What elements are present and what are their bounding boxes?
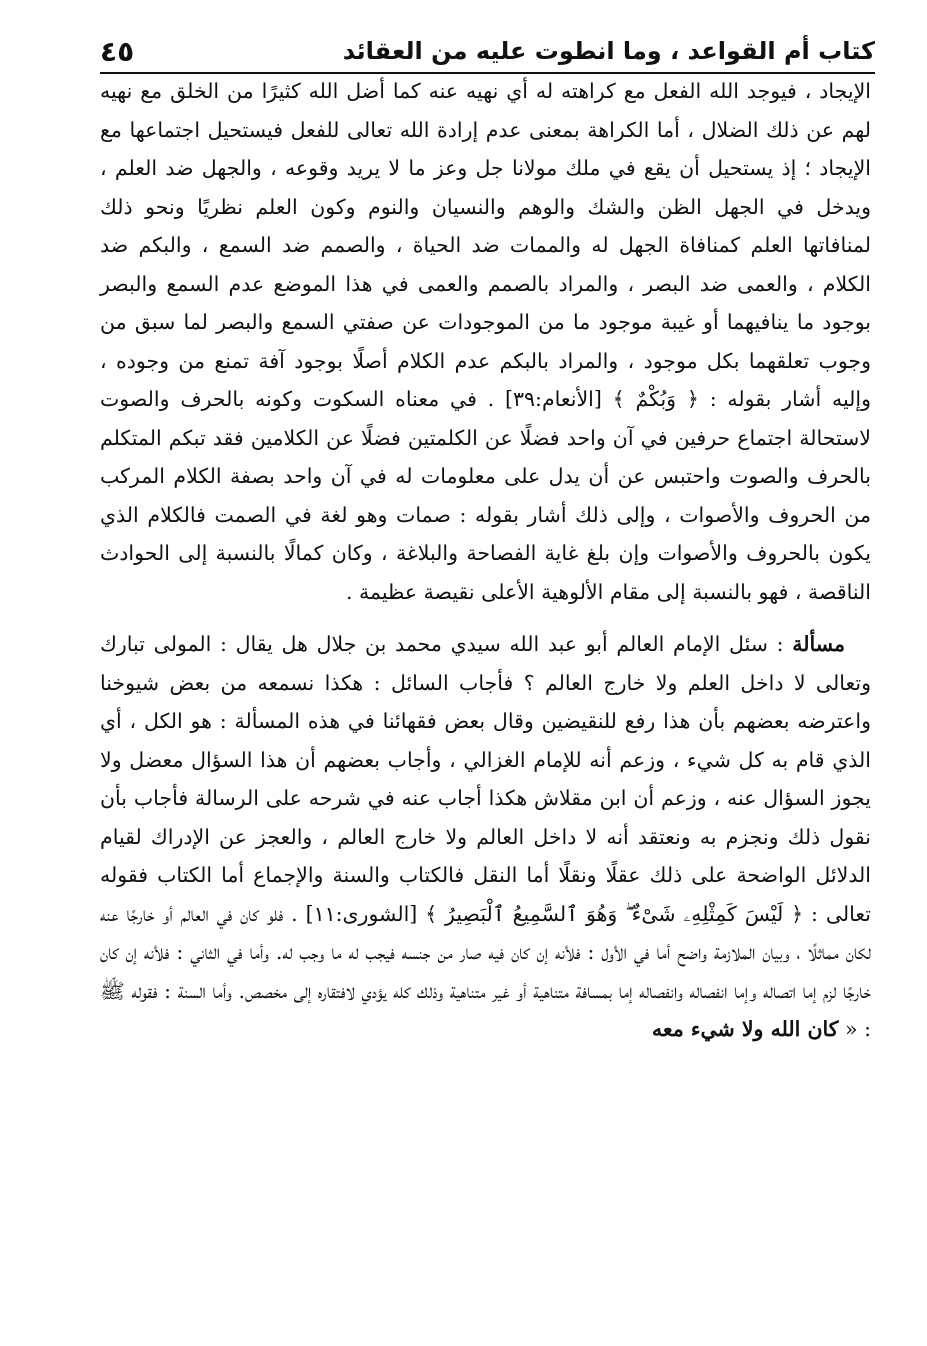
question-paragraph	[100, 625, 871, 1049]
question-label: مسألة	[792, 632, 845, 656]
hadith-quote: كان الله ولا شيء معه	[651, 1017, 839, 1041]
paragraph: الإيجاد ، فيوجد الله الفعل مع كراهته له أي نهيه عنه كما أضل الله كثيرًا من الخلق مع نهيه لهم عن ذلك الضلال ، أما الكراهة بمعنى عدم إرادة الله تعالى للفعل فيستحيل اجتماعها مع الإيجاد ؛ إذ يستحيل أن يقع في ملك مولانا جل وعز ما لا يريد وقوعه ، والجهل ضد العلم ، ويدخل في الجهل الظن والشك والوهم والنسيان والنوم وكون العلم نظريًا ونحو ذلك لمنافاتها العلم كمنافاة الجهل له والممات ضد الحياة ، والصمم ضد السمع ، والبكم ضد الكلام ، والعمى ضد البصر ، والمراد بالصمم والعمى في هذا الموضع عدم السمع والبصر بوجود ما ينافيهما أو غيبة موجود ما من الموجودات عن صفتي السمع والبصر لما سبق من وجوب تعلقهما بكل موجود ، والمراد بالبكم عدم الكلام أصلًا بوجود آفة تمنع من وجوده ، وإليه أشار بقوله : ﴿ وَبُكْمٌ ﴾ [الأنعام:٣٩] . في معناه السكوت وكونه بالحرف والصوت لاستحالة اجتماع حرفين في آن واحد فضلًا عن الكلمتين فضلًا عن الكلامين فقد تبكم المتكلم بالحرف والصوت واحتبس عن أن يدل على معلومات له في آن واحد بصفة الكلام المركب من الحروف والأصوات ، وإلى ذلك أشار بقوله : صمات وهو لغة في الصمت فالكلام الذي يكون بالحروف والأصوات وإن بلغ غاية الفصاحة والبلاغة ، وكان كمالًا بالنسبة إلى الحوادث الناقصة ، فهو بالنسبة إلى مقام الألوهية الأعلى نقيصة عظيمة .	[100, 79, 871, 604]
body-text	[100, 72, 871, 1049]
running-title: كتاب أم القواعد ، وما انطوت عليه من العقائد	[342, 37, 875, 65]
page-header	[100, 30, 875, 74]
page-number: ٤٥	[100, 34, 135, 68]
question-text: : سئل الإمام العالم أبو عبد الله سيدي محمد بن جلال هل يقال : المولى تبارك وتعالى لا داخل العلم ولا خارج العالم ؟ فأجاب السائل : هكذا نسمعه من بعض شيوخنا واعترضه بعضهم بأن هذا رفع للنقيضين وقال بعض فقهائنا في هذه المسألة : هو الكل ، أي الذي قام به كل شيء ، وزعم أنه للإمام الغزالي ، وأجاب بعضهم أن هذا السؤال معضل ولا يجوز السؤال عنه ، وزعم أن ابن مقلاش هكذا أجاب عنه في شرحه على الرسالة فأجاب بأن نقول ذلك ونجزم به ونعتقد أنه لا داخل العالم ولا خارج العالم ، والعجز عن الإدراك لقيام الدلائل الواضحة على ذلك عقلًا ونقلًا أما النقل فالكتاب والسنة والإجماع أما الكتاب فقوله تعالى : ﴿ لَيْسَ كَمِثْلِهِۦ شَىْءٌ ۖ وَهُوَ ٱلسَّمِيعُ ٱلْبَصِيرُ ﴾ [الشورى:١١] . فلو كان في العالم أو خارجًا عنه لكان مماثلًا ، وبيان الملازمة واضح أما في الأول : فلأنه إن كان فيه صار من جنسه فيجب له ما وجب له. وأما في الثاني : فلأنه إن كان خارجًا لزم إما اتصاله وإما انفصاله وانفصاله إما بمسافة متناهية أو غير متناهية وذلك كله يؤدي لافتقاره إلى مخصص. وأما السنة : فقوله ﷺ : «	[100, 632, 871, 1041]
